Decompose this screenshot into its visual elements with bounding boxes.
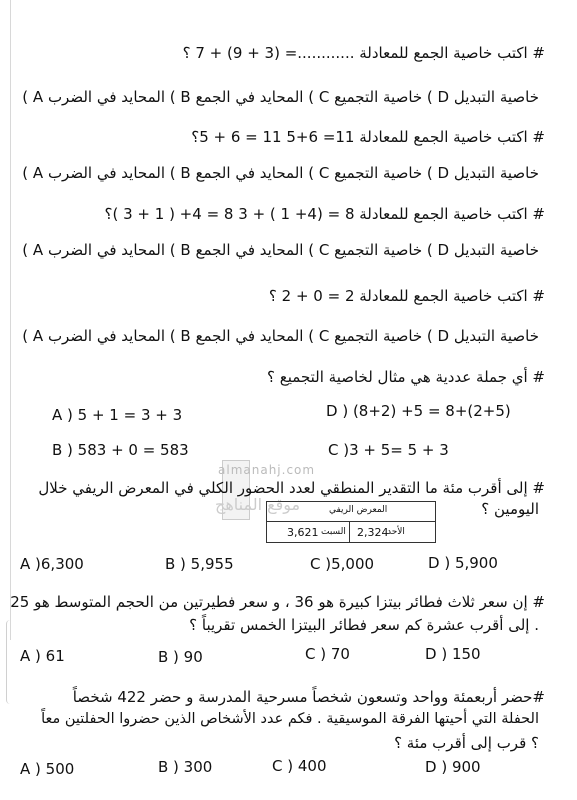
question-5-option-c: C )3 + 5= 5 + 3 bbox=[328, 441, 449, 459]
question-5-option-d: D ) (8+2) +5 = 8+(2+5) bbox=[326, 402, 511, 420]
question-8-option-a: A ) 500 bbox=[20, 760, 75, 778]
question-8-line-2: الحفلة التي أحيتها الفرقة الموسيقية . فكم عدد الأشخاص الذين حضروا الحفلتين معاً bbox=[41, 711, 539, 727]
question-8-option-d: D ) 900 bbox=[425, 758, 481, 776]
watermark-text: موقع المناهج bbox=[215, 495, 301, 514]
question-6-option-c: C )5,000 bbox=[310, 555, 375, 573]
question-8-line-3: ؟ قرب إلى أقرب مئة ؟ bbox=[394, 734, 539, 752]
question-7-option-d: D ) 150 bbox=[425, 645, 481, 663]
question-6-option-d: D ) 5,900 bbox=[428, 554, 498, 572]
question-8-option-b: B ) 300 bbox=[158, 758, 213, 776]
question-8-option-c: C ) 400 bbox=[272, 757, 327, 775]
question-4: # اكتب خاصية الجمع للمعادلة 2 = 0 + 2 ؟ bbox=[268, 287, 545, 305]
question-7-option-b: B ) 90 bbox=[158, 648, 203, 666]
question-7-option-a: A ) 61 bbox=[20, 647, 65, 665]
question-2-options: خاصية التبديل D ) خاصية التجميع C ) المحايد في الجمع B ) المحايد في الضرب A ) bbox=[22, 164, 539, 182]
question-3: # اكتب خاصية الجمع للمعادلة 8 = (4+ 1 ) + 3 8 = 4+ ( 1 + 3 )؟ bbox=[104, 205, 545, 223]
question-1: # اكتب خاصية الجمع للمعادلة ............= (3 + 9) + 7 ؟ bbox=[182, 44, 545, 62]
question-3-options: خاصية التبديل D ) خاصية التجميع C ) المحايد في الجمع B ) المحايد في الضرب A ) bbox=[22, 241, 539, 259]
watermark-url: almanahj.com bbox=[218, 463, 316, 477]
question-6-option-a: A )6,300 bbox=[20, 555, 84, 573]
question-6-line-2: اليومين ؟ bbox=[481, 500, 539, 518]
page-edge bbox=[10, 0, 11, 640]
table-sun-value: 2,324 bbox=[357, 526, 389, 539]
table-sun-label: الأحد bbox=[387, 527, 405, 537]
table-sat-value: 3,621 bbox=[287, 526, 319, 539]
question-1-options: خاصية التبديل D ) خاصية التجميع C ) المحايد في الجمع B ) المحايد في الضرب A ) bbox=[22, 88, 539, 106]
question-5: # أي جملة عددية هي مثال لخاصية التجميع ؟ bbox=[267, 368, 545, 386]
question-6-line-1: # إلى أقرب مئة ما التقدير المنطقي لعدد الحضور الكلي في المعرض الريفي خلال bbox=[38, 479, 545, 497]
table-sat-label: السبت bbox=[321, 527, 346, 537]
question-2: # اكتب خاصية الجمع للمعادلة 11= 6+5 11 = 6 + 5؟ bbox=[191, 128, 545, 146]
page-mark bbox=[6, 620, 15, 704]
attendance-table bbox=[266, 501, 436, 543]
question-7-line-2: . إلى أقرب عشرة كم سعر فطائر البيتزا الخمس تقريباً ؟ bbox=[189, 616, 539, 634]
question-6-option-b: B ) 5,955 bbox=[165, 555, 234, 573]
question-4-options: خاصية التبديل D ) خاصية التجميع C ) المحايد في الجمع B ) المحايد في الضرب A ) bbox=[22, 327, 539, 345]
question-7-option-c: C ) 70 bbox=[305, 645, 350, 663]
question-8-line-1: #حضر أربعمئة وواحد وتسعون شخصاً مسرحية المدرسة و حضر 422 شخصاً bbox=[72, 688, 545, 706]
question-5-option-b: B ) 583 + 0 = 583 bbox=[52, 441, 189, 459]
question-5-option-a: A ) 5 + 1 = 3 + 3 bbox=[52, 406, 183, 424]
question-7-line-1: # إن سعر ثلاث فطائر بيتزا كبيرة هو 36 ، و سعر فطيرتين من الحجم المتوسط هو 25 bbox=[10, 593, 545, 611]
table-header: المعرض الريفي bbox=[329, 505, 388, 515]
